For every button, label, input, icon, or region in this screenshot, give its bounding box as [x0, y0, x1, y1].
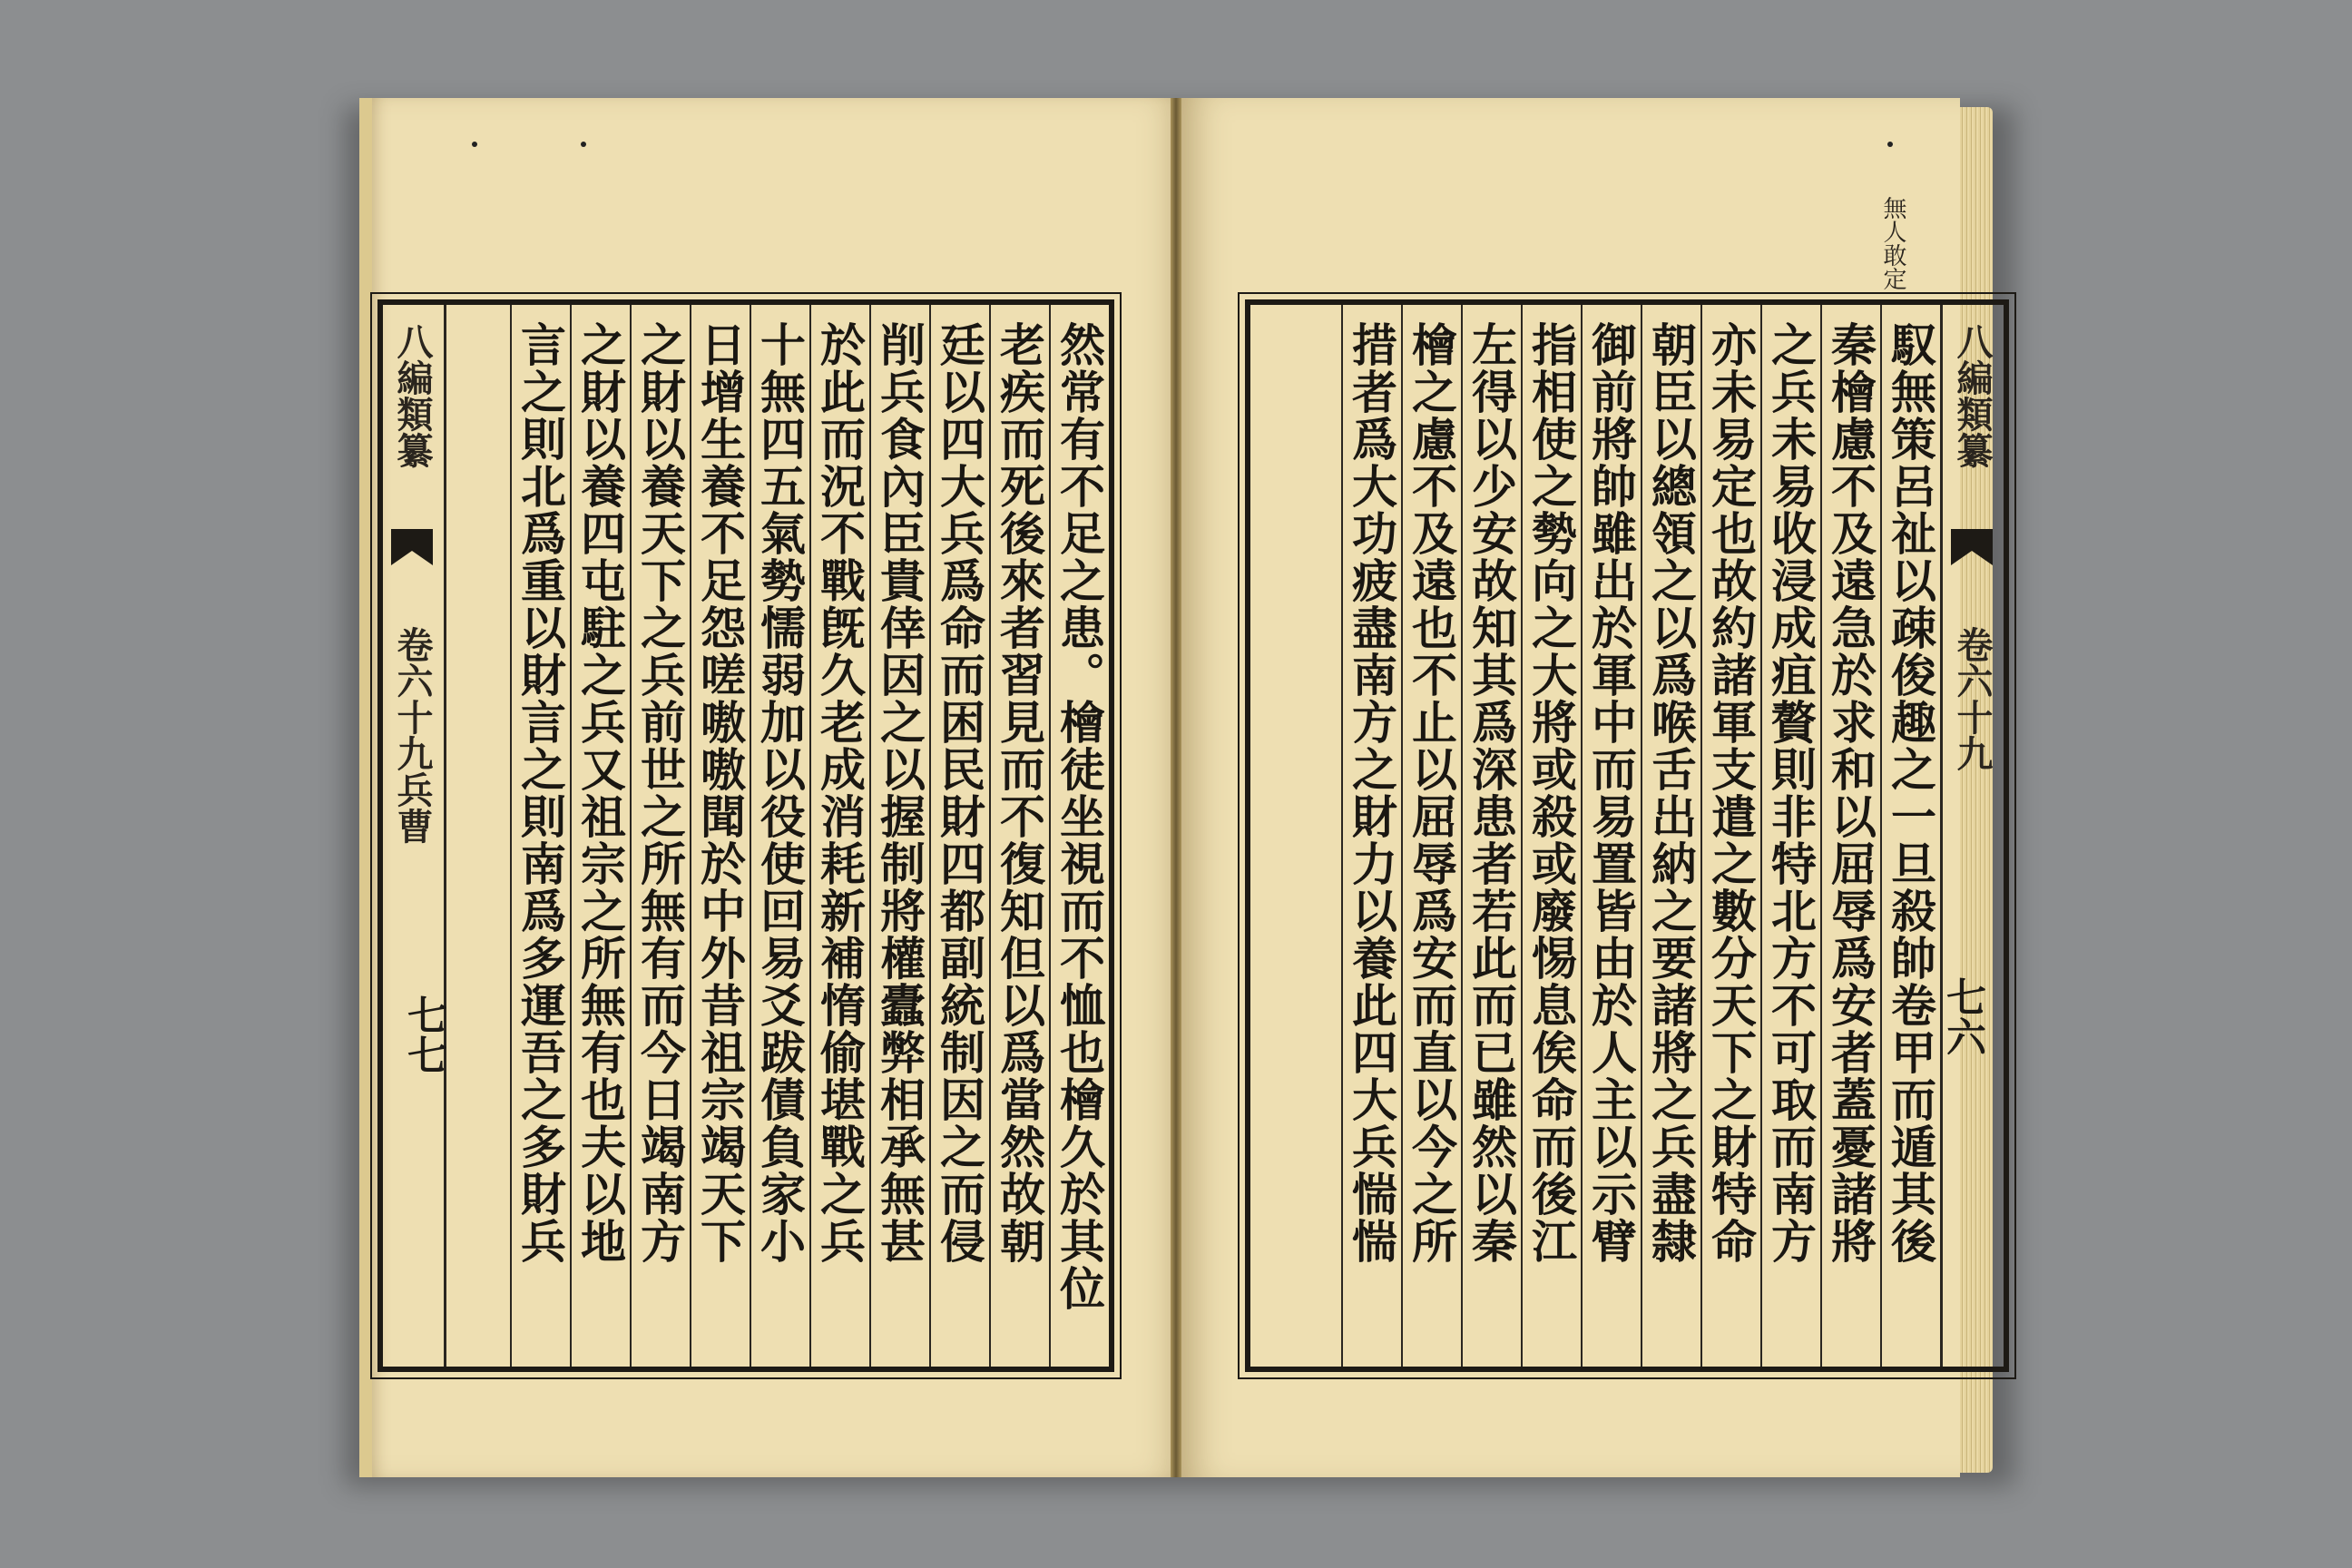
banxin-section: 曹 — [391, 808, 434, 844]
left-text-frame — [377, 299, 1114, 1372]
text-column: 十無四五氣勢懦弱加以役使回易爻跋債負家小 — [750, 305, 809, 1367]
banxin-title: 八編類纂 — [1951, 323, 1994, 468]
banxin-volume: 卷六十九 — [1951, 626, 1994, 771]
marginal-note: 無人敢定 — [1879, 196, 1906, 290]
text-column: 之財以養天下之兵前世之所無有而今日竭南方 — [630, 305, 690, 1367]
right-text-columns — [1250, 305, 1940, 1367]
page-dot — [581, 142, 586, 147]
page-number: 七六 — [1939, 976, 1985, 1056]
fish-tail-icon — [391, 529, 433, 565]
text-column: 左得以少安故知其爲深患者若此而已雖然以秦 — [1461, 305, 1521, 1367]
left-text-columns — [446, 305, 1109, 1367]
right-banxin — [1940, 305, 2004, 1367]
text-column: 日增生養不足怨嗟嗷嗷聞於中外昔祖宗竭天下 — [690, 305, 750, 1367]
text-column: 言之則北爲重以財言之則南爲多運吾之多財兵 — [510, 305, 570, 1367]
page-dot — [1887, 142, 1893, 147]
fish-tail-icon — [1951, 529, 1993, 565]
text-column: 指相使之勢向之大將或殺或廢惕息俟命而後江 — [1521, 305, 1581, 1367]
text-column: 馭無策呂祉以疎俊趣之一旦殺帥卷甲而遁其後 — [1880, 305, 1940, 1367]
text-column: 亦未易定也故約諸軍支遣之數分天下之財特命 — [1700, 305, 1760, 1367]
text-column: 之兵未易收浸成疽贅則非特北方不可取而南方 — [1760, 305, 1820, 1367]
text-column: 然常有不足之患。檜徒坐視而不恤也檜久於其位 — [1049, 305, 1109, 1367]
banxin-title: 八編類纂 — [391, 323, 434, 468]
left-banxin — [383, 305, 446, 1367]
text-column: 秦檜慮不及遠急於求和以屈辱爲安者蓋憂諸將 — [1820, 305, 1880, 1367]
text-column: 之財以養四屯駐之兵又祖宗之所無有也夫以地 — [570, 305, 630, 1367]
text-column: 於此而況不戰旣久老成消耗新補惰偷堪戰之兵 — [809, 305, 869, 1367]
text-column: 措者爲大功疲盡南方之財力以養此四大兵惴惴 — [1341, 305, 1401, 1367]
right-text-frame — [1245, 299, 2009, 1372]
text-column: 朝臣以總領之以爲喉舌出納之要諸將之兵盡隸 — [1641, 305, 1700, 1367]
text-column: 御前將帥雖出於軍中而易置皆由於人主以示臂 — [1581, 305, 1641, 1367]
text-column: 削兵食內臣貴倖因之以握制將權蠹弊相承無甚 — [869, 305, 929, 1367]
text-column: 檜之慮不及遠也不止以屈辱爲安而直以今之所 — [1401, 305, 1461, 1367]
page-dot — [472, 142, 477, 147]
page-number: 七七 — [400, 995, 446, 1074]
text-column: 老疾而死後來者習見而不復知但以爲當然故朝 — [989, 305, 1049, 1367]
banxin-volume: 卷六十九兵 — [391, 626, 434, 808]
text-column: 廷以四大兵爲命而困民財四都副統制因之而侵 — [929, 305, 989, 1367]
book-gutter — [1171, 98, 1181, 1477]
